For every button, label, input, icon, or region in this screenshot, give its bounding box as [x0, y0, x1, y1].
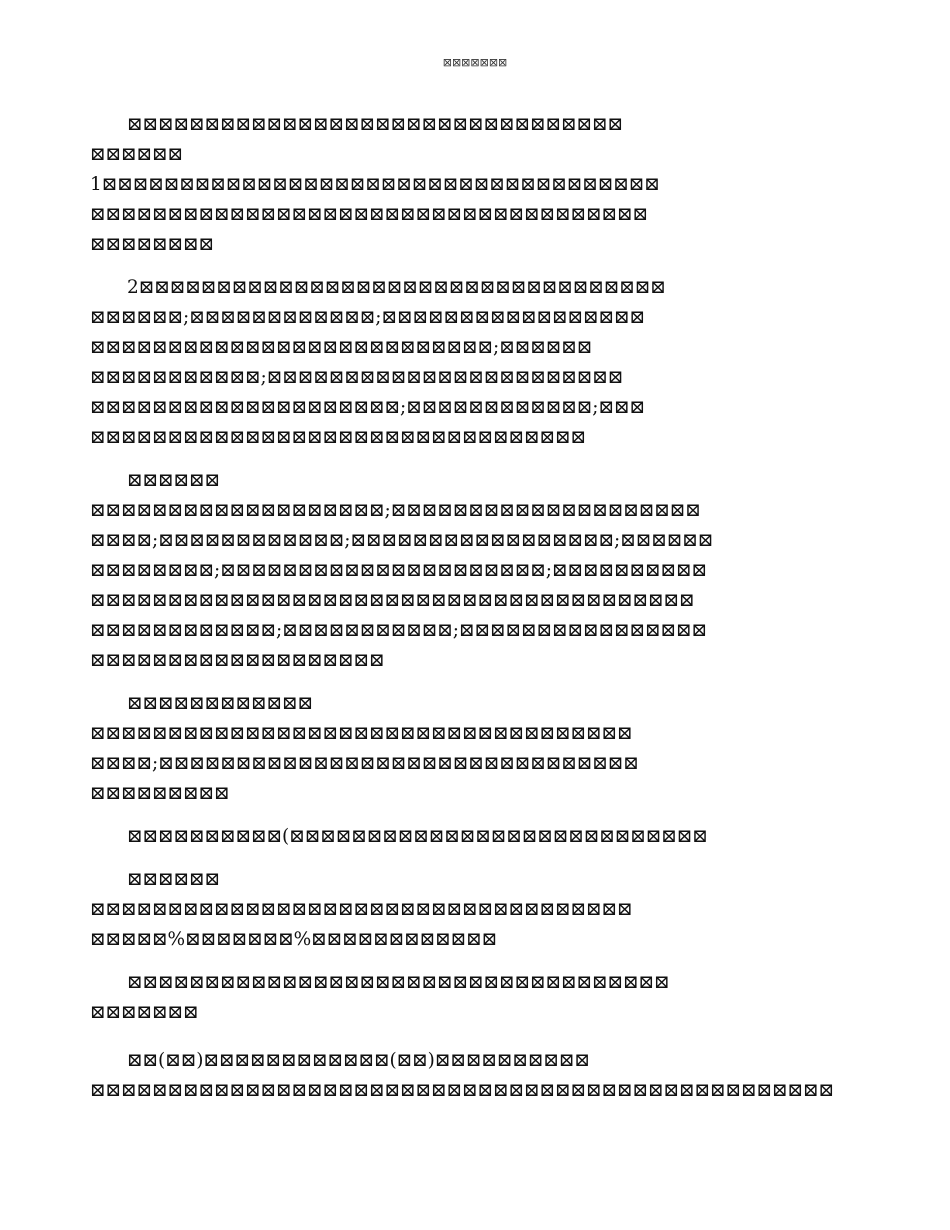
paragraph-line: ⊠⊠⊠⊠⊠⊠⊠⊠⊠⊠⊠⊠⊠⊠⊠⊠⊠⊠⊠⊠;⊠⊠⊠⊠⊠⊠⊠⊠⊠⊠⊠⊠;⊠⊠⊠ [90, 397, 645, 418]
paragraph-line: ⊠⊠⊠⊠⊠⊠⊠⊠⊠⊠(⊠⊠⊠⊠⊠⊠⊠⊠⊠⊠⊠⊠⊠⊠⊠⊠⊠⊠⊠⊠⊠⊠⊠⊠⊠⊠⊠ [127, 826, 708, 847]
paragraph-line: ⊠⊠⊠⊠⊠⊠⊠⊠;⊠⊠⊠⊠⊠⊠⊠⊠⊠⊠⊠⊠⊠⊠⊠⊠⊠⊠⊠⊠⊠;⊠⊠⊠⊠⊠⊠⊠⊠⊠⊠ [90, 560, 708, 581]
signature-line: ⊠⊠(⊠⊠)⊠⊠⊠⊠⊠⊠⊠⊠⊠⊠⊠⊠(⊠⊠)⊠⊠⊠⊠⊠⊠⊠⊠⊠⊠ [127, 1050, 590, 1071]
section-heading: ⊠⊠⊠⊠⊠⊠ [127, 470, 221, 491]
section-heading: ⊠⊠⊠⊠⊠⊠ [127, 869, 221, 890]
paragraph-line: ⊠⊠⊠⊠⊠⊠⊠⊠⊠⊠⊠⊠⊠⊠⊠⊠⊠⊠⊠ [90, 650, 385, 671]
paragraph-line: ⊠⊠⊠⊠⊠⊠⊠⊠⊠⊠⊠⊠⊠⊠⊠⊠⊠⊠⊠⊠⊠⊠⊠⊠⊠⊠⊠⊠⊠⊠⊠⊠⊠⊠⊠ [90, 723, 633, 744]
page-header-note: ⊠⊠⊠⊠⊠⊠⊠ [442, 56, 508, 69]
paragraph-line: ⊠⊠⊠⊠;⊠⊠⊠⊠⊠⊠⊠⊠⊠⊠⊠⊠⊠⊠⊠⊠⊠⊠⊠⊠⊠⊠⊠⊠⊠⊠⊠⊠⊠⊠⊠ [90, 753, 639, 774]
paragraph-line: ⊠⊠⊠⊠⊠⊠⊠⊠⊠⊠⊠;⊠⊠⊠⊠⊠⊠⊠⊠⊠⊠⊠⊠⊠⊠⊠⊠⊠⊠⊠⊠⊠⊠⊠ [90, 367, 624, 388]
paragraph-line: ⊠⊠⊠⊠⊠%⊠⊠⊠⊠⊠⊠⊠%⊠⊠⊠⊠⊠⊠⊠⊠⊠⊠⊠⊠ [90, 929, 498, 950]
paragraph-line: ⊠⊠⊠⊠⊠⊠⊠⊠⊠⊠⊠⊠⊠⊠⊠⊠⊠⊠⊠⊠⊠⊠⊠⊠⊠⊠⊠⊠⊠⊠⊠⊠⊠⊠⊠⊠ [90, 204, 649, 225]
paragraph-line: ⊠⊠⊠⊠⊠⊠⊠⊠⊠⊠⊠⊠⊠⊠⊠⊠⊠⊠⊠;⊠⊠⊠⊠⊠⊠⊠⊠⊠⊠⊠⊠⊠⊠⊠⊠⊠⊠⊠⊠ [90, 500, 701, 521]
contract-body [90, 110, 860, 1106]
section-heading: ⊠⊠⊠⊠⊠⊠⊠⊠⊠⊠⊠⊠ [127, 693, 314, 714]
paragraph-line: ⊠⊠⊠⊠⊠⊠;⊠⊠⊠⊠⊠⊠⊠⊠⊠⊠⊠⊠;⊠⊠⊠⊠⊠⊠⊠⊠⊠⊠⊠⊠⊠⊠⊠⊠⊠ [90, 307, 645, 328]
paragraph-line: ⊠⊠⊠⊠⊠⊠⊠⊠⊠⊠⊠⊠⊠⊠⊠⊠⊠⊠⊠⊠⊠⊠⊠⊠⊠⊠⊠⊠⊠⊠⊠⊠⊠⊠⊠ [90, 899, 633, 920]
paragraph-line: ⊠⊠⊠⊠⊠⊠⊠ [90, 1002, 199, 1023]
paragraph-line: 1⊠⊠⊠⊠⊠⊠⊠⊠⊠⊠⊠⊠⊠⊠⊠⊠⊠⊠⊠⊠⊠⊠⊠⊠⊠⊠⊠⊠⊠⊠⊠⊠⊠⊠⊠⊠ [90, 174, 660, 195]
clause-5-line: ⊠⊠⊠⊠⊠⊠⊠⊠⊠⊠⊠⊠⊠⊠⊠⊠⊠⊠⊠⊠⊠⊠⊠⊠⊠⊠⊠⊠⊠⊠⊠⊠ [127, 114, 624, 135]
paragraph-line: ⊠⊠⊠⊠⊠⊠⊠⊠⊠⊠⊠⊠⊠⊠⊠⊠⊠⊠⊠⊠⊠⊠⊠⊠⊠⊠;⊠⊠⊠⊠⊠⊠ [90, 337, 593, 358]
paragraph-line: 2⊠⊠⊠⊠⊠⊠⊠⊠⊠⊠⊠⊠⊠⊠⊠⊠⊠⊠⊠⊠⊠⊠⊠⊠⊠⊠⊠⊠⊠⊠⊠⊠⊠⊠ [127, 277, 666, 298]
paragraph-line: ⊠⊠⊠⊠⊠⊠⊠⊠⊠⊠⊠⊠;⊠⊠⊠⊠⊠⊠⊠⊠⊠⊠⊠;⊠⊠⊠⊠⊠⊠⊠⊠⊠⊠⊠⊠⊠⊠⊠⊠ [90, 620, 708, 641]
paragraph-line: ⊠⊠⊠⊠⊠⊠⊠⊠⊠⊠⊠⊠⊠⊠⊠⊠⊠⊠⊠⊠⊠⊠⊠⊠⊠⊠⊠⊠⊠⊠⊠⊠⊠⊠⊠ [127, 972, 670, 993]
paragraph-line: ⊠⊠⊠⊠⊠⊠⊠⊠ [90, 234, 215, 255]
date-line: ⊠⊠⊠⊠⊠⊠⊠⊠⊠⊠⊠⊠⊠⊠⊠⊠⊠⊠⊠⊠⊠⊠⊠⊠⊠⊠⊠⊠⊠⊠⊠⊠⊠⊠⊠⊠⊠⊠⊠⊠⊠⊠⊠⊠⊠⊠⊠⊠ [90, 1080, 835, 1101]
paragraph-line: ⊠⊠⊠⊠⊠⊠⊠⊠⊠⊠⊠⊠⊠⊠⊠⊠⊠⊠⊠⊠⊠⊠⊠⊠⊠⊠⊠⊠⊠⊠⊠⊠⊠⊠⊠⊠⊠⊠⊠ [90, 590, 695, 611]
paragraph-line: ⊠⊠⊠⊠;⊠⊠⊠⊠⊠⊠⊠⊠⊠⊠⊠⊠;⊠⊠⊠⊠⊠⊠⊠⊠⊠⊠⊠⊠⊠⊠⊠⊠⊠;⊠⊠⊠⊠⊠⊠ [90, 530, 714, 551]
section-heading: ⊠⊠⊠⊠⊠⊠ [90, 144, 184, 165]
paragraph-line: ⊠⊠⊠⊠⊠⊠⊠⊠⊠ [90, 783, 230, 804]
paragraph-line: ⊠⊠⊠⊠⊠⊠⊠⊠⊠⊠⊠⊠⊠⊠⊠⊠⊠⊠⊠⊠⊠⊠⊠⊠⊠⊠⊠⊠⊠⊠⊠⊠ [90, 427, 587, 448]
